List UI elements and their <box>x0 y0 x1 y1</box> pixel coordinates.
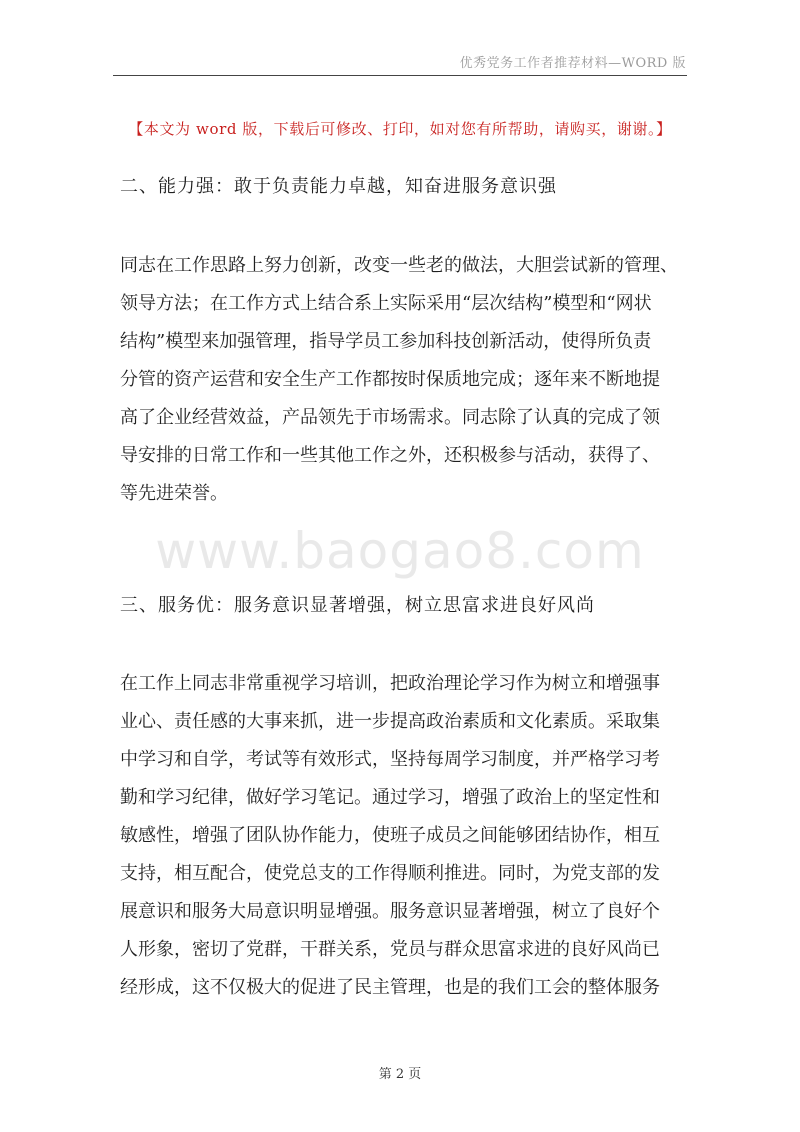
page-number: 第 2 页 <box>378 1067 422 1082</box>
paragraph-line: 等先进荣誉。 <box>120 483 228 504</box>
download-notice: 【本文为 word 版，下载后可修改、打印，如对您有所帮助，请购买，谢谢。】 <box>128 120 672 138</box>
watermark: www.baogao8.com <box>155 522 645 580</box>
paragraph-line: 结构”模型来加强管理，指导学员工参加科技创新活动，使得所负责 <box>120 331 652 352</box>
paragraph-line: 业心、责任感的大事来抓，进一步提高政治素质和文化素质。采取集 <box>120 711 660 732</box>
paragraph-line: 分管的资产运营和安全生产工作都按时保质地完成；逐年来不断地提 <box>120 369 660 390</box>
paragraph-ability <box>120 247 692 513</box>
paragraph-line: 在工作上同志非常重视学习培训，把政治理论学习作为树立和增强事 <box>120 673 660 694</box>
paragraph-line: 敏感性，增强了团队协作能力，使班子成员之间能够团结协作，相互 <box>120 825 660 846</box>
paragraph-line: 勤和学习纪律，做好学习笔记。通过学习，增强了政治上的坚定性和 <box>120 787 660 808</box>
paragraph-line: 经形成，这不仅极大的促进了民主管理，也是的我们工会的整体服务 <box>120 977 660 998</box>
paragraph-line: 人形象，密切了党群，干群关系，党员与群众思富求进的良好风尚已 <box>120 939 660 960</box>
header-divider <box>113 75 687 76</box>
running-header: 优秀党务工作者推荐材料—WORD 版 <box>459 56 686 71</box>
paragraph-line: 导安排的日常工作和一些其他工作之外，还积极参与活动，获得了、 <box>120 445 660 466</box>
paragraph-line: 支持，相互配合，使党总支的工作得顺利推进。同时，为党支部的发 <box>120 863 660 884</box>
paragraph-line: 高了企业经营效益，产品领先于市场需求。同志除了认真的完成了领 <box>120 407 660 428</box>
paragraph-service <box>120 665 692 1007</box>
section-heading-service: 三、服务优：服务意识显著增强，树立思富求进良好风尚 <box>120 595 595 616</box>
paragraph-line: 展意识和服务大局意识明显增强。服务意识显著增强，树立了良好个 <box>120 901 660 922</box>
paragraph-line: 中学习和自学，考试等有效形式，坚持每周学习制度，并严格学习考 <box>120 749 660 770</box>
paragraph-line: 同志在工作思路上努力创新，改变一些老的做法，大胆尝试新的管理、 <box>120 255 678 276</box>
paragraph-line: 领导方法；在工作方式上结合系上实际采用“层次结构”模型和“网状 <box>120 293 652 314</box>
section-heading-ability: 二、能力强：敢于负责能力卓越，知奋进服务意识强 <box>120 176 557 197</box>
